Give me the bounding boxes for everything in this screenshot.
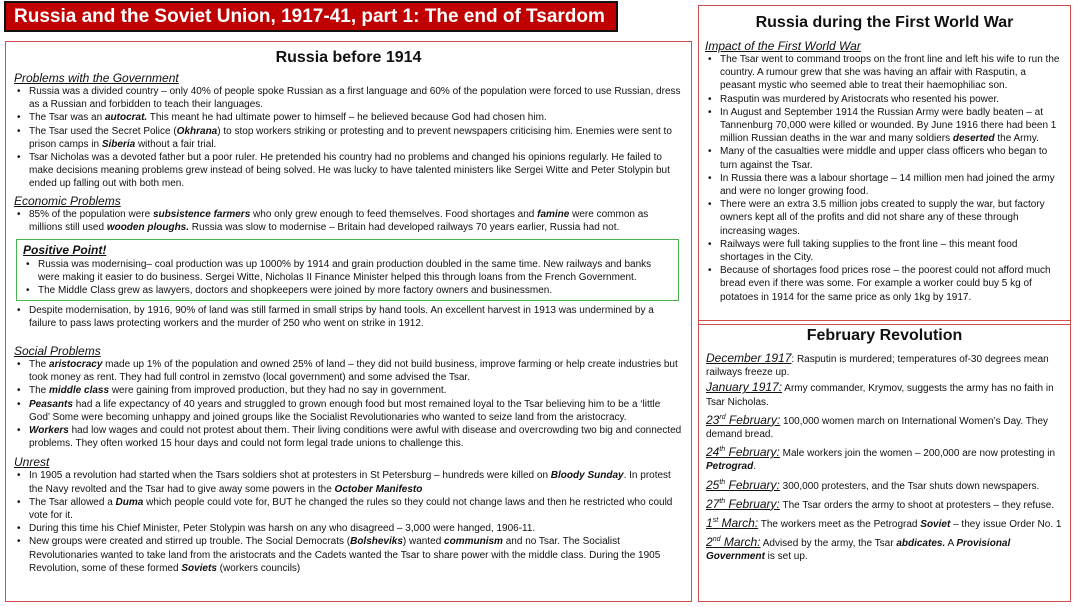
bullet-item: • There were an extra 3.5 million jobs created to supply the war, but factory owners kept all of the profits and did not share any of these through increasing wages. [705,198,1064,238]
event-date: 25th February: [706,477,780,492]
bullet-item: • New groups were created and stirred up trouble. The Social Democrats (Bolsheviks) wanted communism and no Tsar. The Socialist Revolutionaries wanted to take land from the aristocrats and the Cadets wanted the Tsar to share power with the middle class. During the 1905 Revolution, some of these formed Soviets (workers councils) [14,535,683,575]
key-term: Okhrana [176,125,218,137]
event-date: December 1917 [706,351,792,365]
key-term: Petrograd [706,461,754,473]
page-title: Russia and the Soviet Union, 1917-41, part 1: The end of Tsardom [4,1,618,32]
timeline [706,352,1063,564]
bullet-item: • Workers had low wages and could not protest about them. Their living conditions were awful with disease and overcrowding two big and connected problems. They often worked 15 hour days and could not form legal trade unions to challenge this. [14,424,683,450]
section-heading: Unrest [14,455,50,470]
bullet-item: • Railways were full taking supplies to the front line – this meant food shortages in the City. [705,238,1064,264]
bullet-list [14,85,683,191]
section-heading: Social Problems [14,344,101,359]
key-term: aristocracy [49,359,103,371]
bullet-item: • The aristocracy made up 1% of the population and owned 25% of land – they did not build business, improve farming or help create industries but took money as rent. They had full control in zemstvo (local government) and some advised the Tsar. [14,358,683,384]
key-term: deserted [952,133,995,145]
bullet-item: • Russia was modernising– coal production was up 1000% by 1914 and grain production doubled in the same time. New railways and banks were making it easier to do business. Sergei Witte, Nicholas II Finance Minister helped this through loans from the French Government. [23,258,672,284]
bullet-item: • The Middle Class grew as lawyers, doctors and shopkeepers were joined by more factory owners and businessmen. [23,284,672,297]
bullet-item: • The Tsar used the Secret Police (Okhrana) to stop workers striking or protesting and to prevent newspapers criticising him. Enemies were sent to prison camps in Siberia without a fair trial. [14,125,683,151]
bullet-item: • Peasants had a life expectancy of 40 years and struggled to grown enough food but most remained loyal to the Tsar believing him to be a ‘little God’ Some were becoming unhappy and joined groups like the Socialist Revolutionaries who wanted to seize land from the aristocracy. [14,398,683,424]
first-world-war-panel [698,5,1071,325]
timeline-event: 2nd March: Advised by the army, the Tsar abdicates. A Provisional Government is set up. [706,535,1011,563]
panel-heading: February Revolution [806,327,963,344]
bullet-item: • During this time his Chief Minister, Peter Stolypin was harsh on any who disagreed – 3,000 were hanged, 1906-11. [14,522,683,535]
bullet-item: • The Tsar allowed a Duma which people could vote for, BUT he changed the rules so they could not change laws and then he restricted who could vote for it. [14,496,683,522]
event-date: 23rd February: [706,412,781,427]
key-term: Siberia [101,138,136,150]
key-term: Provisional Government [706,538,1011,563]
section-heading: Impact of the First World War [705,39,861,53]
key-term: communism [444,536,503,548]
bullet-list [14,358,683,450]
timeline-event: 25th February: 300,000 protesters, and the Tsar shuts down newspapers. [706,477,1040,492]
bullet-item: • Because of shortages food prices rose – the poorest could not afford much bread even if there was some. For example a worker could buy 5 kg of potatoes in 1914 for the same price as only 1kg by 1917. [705,264,1064,304]
key-term: subsistence farmers [152,208,251,220]
key-term: autocrat. [104,112,148,124]
key-term: middle class [49,385,110,397]
key-term: Soviets [181,562,217,574]
event-date: 27th February: [706,496,780,511]
panel-heading: Russia before 1914 [275,49,422,66]
timeline-event: December 1917: Rasputin is murdered; temperatures of-30 degrees mean railways freeze up. [706,351,1049,379]
timeline-event: January 1917: Army commander, Krymov, suggests the army has no faith in Tsar Nicholas. [706,380,1054,408]
section-heading: Economic Problems [14,193,121,208]
panel-heading: Russia during the First World War [755,14,1014,31]
key-term: Bolsheviks [350,536,403,548]
bullet-item: • The middle class were gaining from improved production, but they had no say in government. [14,384,683,397]
timeline-event: 24th February: Male workers join the women – 200,000 are now protesting in Petrograd. [706,445,1056,473]
timeline-event: 27th February: The Tsar orders the army to shoot at protesters – they refuse. [706,496,1055,511]
timeline-event: 23rd February: 100,000 women march on International Women’s Day. They demand bread. [706,412,1049,441]
bullet-list [705,53,1064,304]
timeline-event: 1st March: The workers meet as the Petrograd Soviet – they issue Order No. 1 [706,516,1062,531]
bullet-item: • In 1905 a revolution had started when the Tsars soldiers shot at protesters in St Petersburg – hundreds were killed on Bloody Sunday. In protest the Navy revolted and the Tsar had to give away some powers in the October Manifesto [14,469,683,495]
bullet-list [14,469,683,575]
bullet-list [14,304,683,330]
key-term: Duma [115,496,144,508]
section-heading: Problems with the Government [14,71,179,85]
key-term: Workers [29,425,69,437]
bullet-item: • In August and September 1914 the Russian Army were badly beaten – at Tannenburg 70,000 were killed or wounded. By June 1916 there had been 1 million Russian deaths in the war and many soldiers deserted the Army. [705,106,1064,146]
event-date: January 1917: [706,380,783,395]
key-term: abdicates. [896,538,946,550]
february-revolution-panel [698,320,1071,602]
bullet-item: • In Russia there was a labour shortage – 14 million men had joined the army and were no longer growing food. [705,172,1064,198]
key-term: wooden ploughs. [106,221,190,233]
bullet-item: • Rasputin was murdered by Aristocrats who resented his power. [705,93,1064,106]
russia-before-1914-panel [5,41,692,602]
event-date: 1st March: [706,516,759,531]
bullet-item: • Tsar Nicholas was a devoted father but a poor ruler. He pretended his country had no problems and changed his opinions regularly. He failed to make decisions meaning problems grew instead of being solved. He was lucky to have talented ministers like Sergei Witte and Peter Stolypin but ended up falling out with both men. [14,151,683,191]
event-date: 2nd March: [706,535,761,550]
bullet-item: • The Tsar was an autocrat. This meant he had ultimate power to himself – he believed because God had chosen him. [14,111,683,124]
bullet-item: • Despite modernisation, by 1916, 90% of land was still farmed in small strips by hand tools. An excellent harvest in 1913 was undermined by a failure to pass laws protecting workers and the murder of 250 who went on strike in 1912. [14,304,683,330]
positive-point-box [16,239,679,301]
bullet-item: • 85% of the population were subsistence farmers who only grew enough to feed themselves. Food shortages and famine were common as millions still used wooden ploughs. Russia was slow to modernise – Britain had developed railways 70 years earlier, Russia had not. [14,208,683,234]
bullet-list [14,208,683,234]
key-term: famine [537,208,570,220]
bullet-item: • Many of the casualties were middle and upper class officers who began to turn against the Tsar. [705,145,1064,171]
positive-point-heading: Positive Point! [23,243,107,258]
key-term: October Manifesto [334,483,423,495]
key-term: Peasants [29,398,73,410]
bullet-list [23,258,672,298]
bullet-item: • Russia was a divided country – only 40% of people spoke Russian as a first language and 60% of the population were forced to use Russian, dress as a Russian and forbidden to teach their languages. [14,85,683,111]
bullet-item: • The Tsar went to command troops on the front line and left his wife to run the country. A rumour grew that she was having an affair with Rasputin, a peasant mystic who seemed able to treat their haemophiliac son. [705,53,1064,93]
key-term: Soviet [920,519,951,531]
event-date: 24th February: [706,445,780,460]
key-term: Bloody Sunday [550,470,624,482]
